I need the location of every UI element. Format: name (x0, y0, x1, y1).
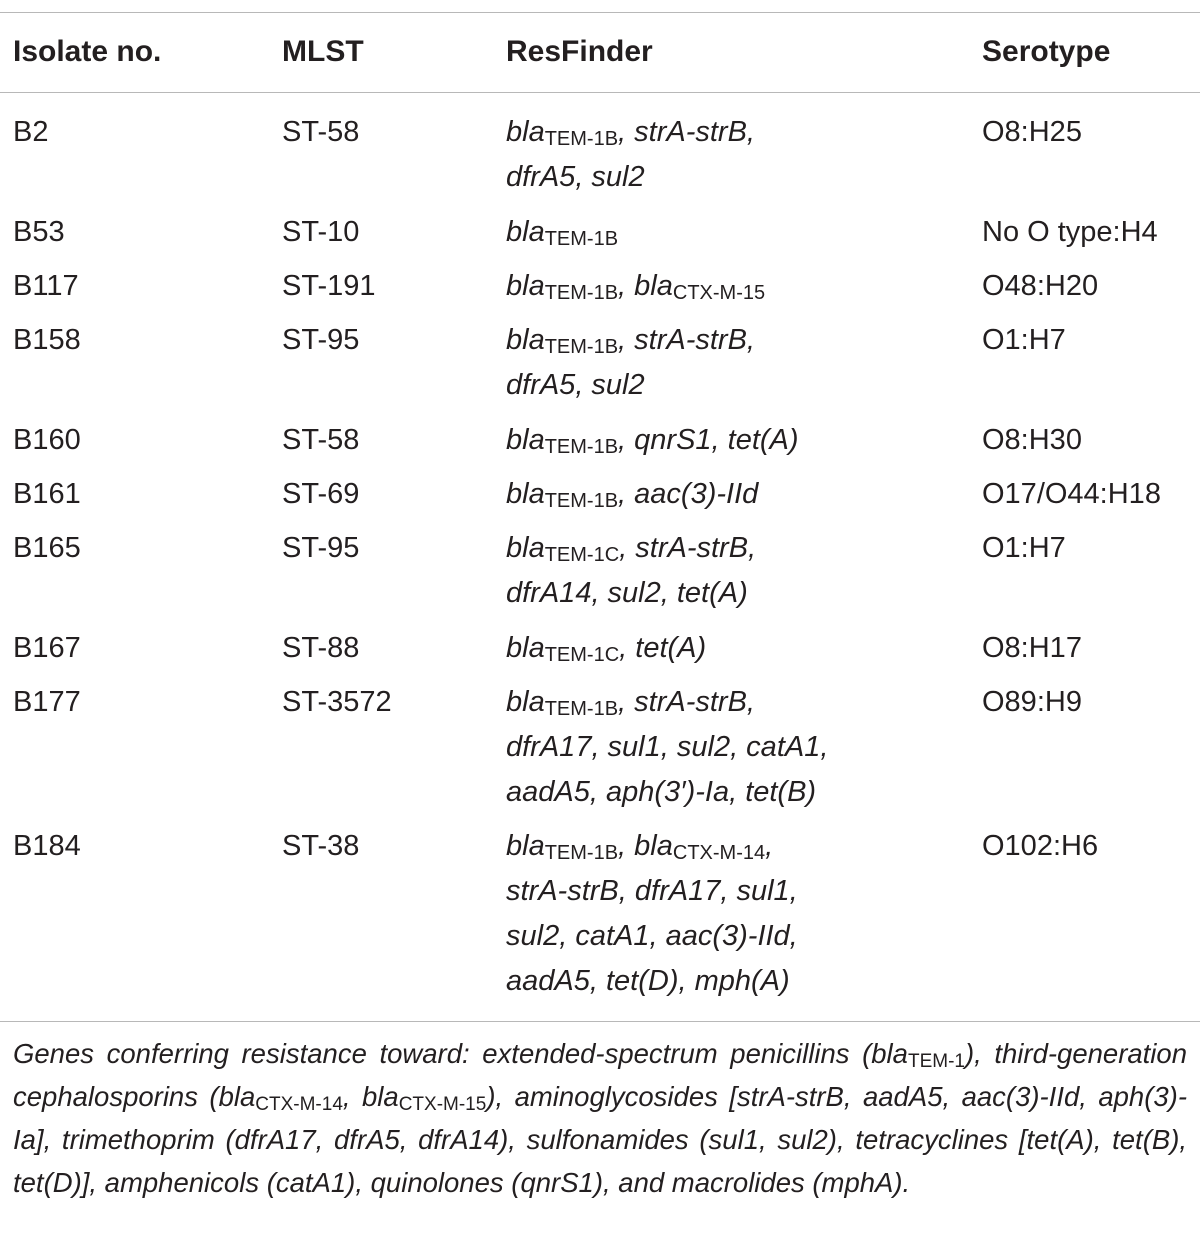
table-footnote: Genes conferring resistance toward: extended-spectrum penicillins (bla$_{TEM-1}$), third-generation cephalosporins (bla$_{CTX-M-14}$, bla$_{CTX-M-15}$), aminoglycosides [strA-strB, aadA5, aac(3)-IId, aph(3)-Ia], trimethoprim (dfrA17, dfrA5, dfrA14), sulfonamides (sul1, sul2), tetracyclines [tet(A), tet(B), tet(D)], amphenicols (catA1), quinolones (qnrS1), and macrolides (mphA). (13, 1038, 1187, 1198)
gene-line: bla$_{TEM-1C}$, tet(A) (506, 632, 707, 666)
isolate-cell: B158 (13, 324, 81, 356)
serotype-cell: O1:H7 (982, 324, 1066, 356)
isolate-cell: B184 (13, 830, 81, 862)
isolate-cell: B177 (13, 686, 81, 718)
isolate-cell: B2 (13, 116, 49, 148)
mlst-cell: ST-58 (282, 424, 360, 456)
footer-rule (0, 1021, 1200, 1022)
mlst-cell: ST-95 (282, 532, 360, 564)
serotype-cell: O8:H25 (982, 116, 1082, 148)
isolate-cell: B53 (13, 216, 65, 248)
mlst-cell: ST-95 (282, 324, 360, 356)
isolate-cell: B161 (13, 478, 81, 510)
gene-line: bla$_{TEM-1B}$, bla$_{CTX-M-14}$, (506, 830, 774, 864)
mlst-cell: ST-38 (282, 830, 360, 862)
mlst-cell: ST-69 (282, 478, 360, 510)
serotype-cell: No O type:H4 (982, 216, 1158, 248)
serotype-cell: O1:H7 (982, 532, 1066, 564)
gene-line: bla$_{TEM-1B}$, aac(3)-IId (506, 478, 759, 512)
resfinder-cell (506, 418, 799, 463)
header-serotype: Serotype (982, 35, 1111, 68)
header-isolate: Isolate no. (13, 35, 162, 68)
resfinder-cell (506, 264, 765, 309)
gene-line: dfrA5, sul2 (506, 161, 645, 193)
serotype-cell: O89:H9 (982, 686, 1082, 718)
mlst-cell: ST-191 (282, 270, 376, 302)
table-top-rule (0, 12, 1200, 13)
gene-line: aadA5, tet(D), mph(A) (506, 965, 790, 997)
gene-line: bla$_{TEM-1B}$, qnrS1, tet(A) (506, 424, 799, 458)
serotype-cell: O102:H6 (982, 830, 1099, 862)
isolate-cell: B117 (13, 270, 79, 302)
header-mlst: MLST (282, 35, 364, 68)
resfinder-cell (506, 472, 758, 517)
resfinder-cell (506, 110, 755, 200)
serotype-cell: O8:H30 (982, 424, 1082, 456)
gene-line: bla$_{TEM-1B}$ (506, 216, 619, 250)
resfinder-cell (506, 680, 828, 815)
mlst-cell: ST-3572 (282, 686, 392, 718)
gene-line: sul2, catA1, aac(3)-IId, (506, 920, 798, 952)
mlst-cell: ST-10 (282, 216, 360, 248)
mlst-cell: ST-88 (282, 632, 360, 664)
gene-line: dfrA14, sul2, tet(A) (506, 577, 748, 609)
isolate-cell: B160 (13, 424, 81, 456)
gene-line: bla$_{TEM-1B}$, strA-strB, (506, 686, 755, 720)
isolate-cell: B165 (13, 532, 81, 564)
isolate-cell: B167 (13, 632, 81, 664)
gene-line: aadA5, aph(3′)-Ia, tet(B) (506, 776, 817, 808)
gene-line: bla$_{TEM-1C}$, strA-strB, (506, 532, 757, 566)
serotype-cell: O8:H17 (982, 632, 1082, 664)
header-rule (0, 92, 1200, 93)
serotype-cell: O48:H20 (982, 270, 1099, 302)
gene-line: bla$_{TEM-1B}$, strA-strB, (506, 116, 755, 150)
resfinder-cell (506, 318, 755, 408)
mlst-cell: ST-58 (282, 116, 360, 148)
gene-line: strA-strB, dfrA17, sul1, (506, 875, 798, 907)
resfinder-cell (506, 824, 798, 1004)
gene-line: dfrA5, sul2 (506, 369, 645, 401)
gene-line: bla$_{TEM-1B}$, strA-strB, (506, 324, 755, 358)
resfinder-cell (506, 526, 756, 616)
resfinder-cell (506, 210, 618, 255)
serotype-cell: O17/O44:H18 (982, 478, 1161, 510)
header-resfinder: ResFinder (506, 35, 653, 68)
gene-line: bla$_{TEM-1B}$, bla$_{CTX-M-15}$ (506, 270, 766, 304)
gene-line: dfrA17, sul1, sul2, catA1, (506, 731, 829, 763)
resfinder-cell (506, 626, 706, 671)
